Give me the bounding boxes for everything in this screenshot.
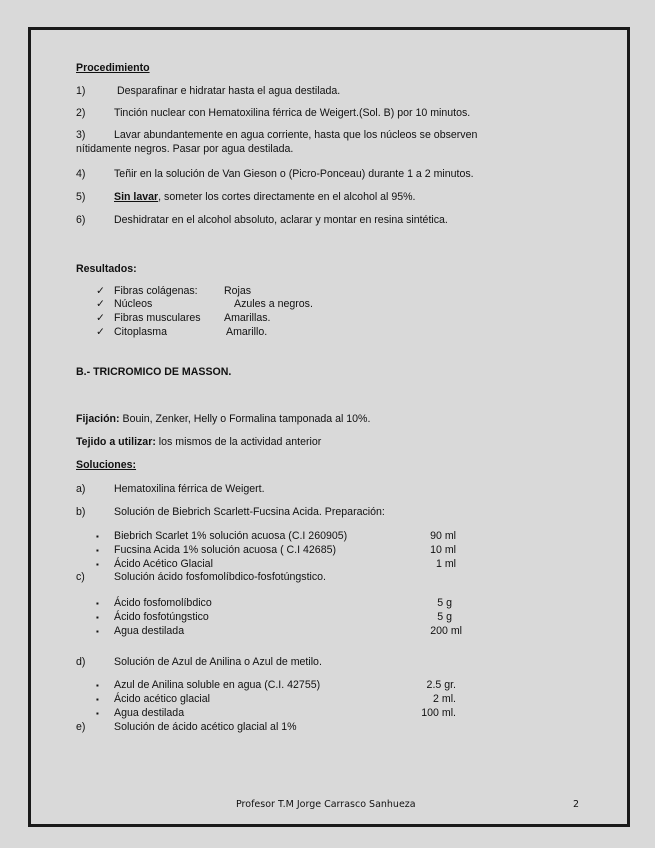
step-text: Teñir en la solución de Van Gieson o (Picro-Ponceau) durante 1 a 2 minutos. [114,168,474,180]
ingredient-row [96,558,456,571]
footer-author: Profesor T.M Jorge Carrasco Sanhueza [236,799,416,810]
solucion-e [76,721,546,734]
step-number: 6) [76,214,86,226]
ingredient-qty: 200 ml [430,625,462,637]
solucion-letter: b) [76,506,86,518]
solucion-text: Solución de Biebrich Scarlett-Fucsina Acida. Preparación: [114,506,385,518]
result-label: Fibras musculares [114,312,201,324]
tejido-line [76,436,321,449]
ingredient-qty: 5 g [437,597,452,609]
solucion-letter: c) [76,571,85,583]
solucion-text: Solución de ácido acético glacial al 1% [114,721,297,733]
ingredient-qty: 10 ml [430,544,456,556]
check-icon: ✓ [96,312,105,324]
solucion-c [76,571,546,584]
ingredient-qty: 5 g [437,611,452,623]
check-icon: ✓ [96,326,105,338]
ingredient-name: Azul de Anilina soluble en agua (C.I. 42755) [114,679,321,691]
bullet-icon: ▪ [96,627,99,636]
result-item [96,298,396,311]
ingredient-name: Ácido acético glacial [114,693,210,705]
result-item [96,312,396,325]
ingredient-row [96,530,456,543]
bullet-icon: ▪ [96,681,99,690]
result-value: Rojas [224,285,252,297]
result-value: Amarillas. [224,312,271,324]
bullet-icon: ▪ [96,560,99,569]
result-label: Citoplasma [114,326,167,338]
ingredient-name: Ácido fosfomolíbdico [114,597,212,609]
step-3-continuation: nítidamente negros. Pasar por agua destilada. [76,143,294,155]
step-text: Deshidratar en el alcohol absoluto, aclarar y montar en resina sintética. [114,214,448,226]
bullet-icon: ▪ [96,546,99,555]
result-item [96,285,396,298]
tejido-text: los mismos de la actividad anterior [155,436,322,448]
step-text: Desparafinar e hidratar hasta el agua destilada. [117,85,341,97]
bullet-icon: ▪ [96,599,99,608]
ingredient-qty: 2.5 gr. [426,679,456,691]
sin-lavar-emphasis: Sin lavar [114,191,159,203]
bullet-icon: ▪ [96,709,99,718]
step-text [114,191,416,204]
soluciones-title: Soluciones: [76,459,137,471]
result-value: Azules a negros. [234,298,313,310]
fijacion-label: Fijación: [76,413,120,425]
bullet-icon: ▪ [96,613,99,622]
ingredient-qty: 100 ml. [421,707,456,719]
fijacion-line [76,413,370,426]
ingredient-row [96,679,456,692]
ingredient-name: Ácido Acético Glacial [114,558,213,570]
step-number: 5) [76,191,86,203]
solucion-text: Solución de Azul de Anilina o Azul de metilo. [114,656,322,668]
solucion-letter: d) [76,656,86,668]
solucion-b [76,506,546,519]
step-4 [76,168,546,181]
step-text: Tinción nuclear con Hematoxilina férrica de Weigert.(Sol. B) por 10 minutos. [114,107,471,119]
solucion-text: Solución ácido fosfomolíbdico-fosfotúngstico. [114,571,326,583]
ingredient-row [96,597,458,610]
ingredient-qty: 90 ml [430,530,456,542]
masson-title: B.- TRICROMICO DE MASSON. [76,366,232,378]
step-text: Lavar abundantemente en agua corriente, hasta que los núcleos se observen [114,129,478,141]
result-label: Núcleos [114,298,153,310]
procedimiento-title: Procedimiento [76,62,150,74]
step-5 [76,191,546,204]
step-text-rest: , someter los cortes directamente en el alcohol al 95%. [158,191,416,203]
step-number: 2) [76,107,86,119]
result-label: Fibras colágenas: [114,285,198,297]
ingredient-qty: 2 ml. [433,693,456,705]
ingredient-row [96,611,458,624]
tejido-label: Tejido a utilizar: [76,436,156,448]
step-3 [76,129,546,142]
step-6 [76,214,546,227]
ingredient-name: Ácido fosfotúngstico [114,611,209,623]
step-1 [76,85,546,98]
step-number: 4) [76,168,86,180]
ingredient-row [96,707,456,720]
solucion-letter: a) [76,483,86,495]
check-icon: ✓ [96,298,105,310]
ingredient-name: Fucsina Acida 1% solución acuosa ( C.I 42685) [114,544,337,556]
step-number: 1) [76,85,86,97]
result-value: Amarillo. [226,326,268,338]
ingredient-name: Agua destilada [114,625,185,637]
solucion-text: Hematoxilina férrica de Weigert. [114,483,265,495]
solucion-a [76,483,546,496]
ingredient-row [96,693,456,706]
bullet-icon: ▪ [96,532,99,541]
result-item [96,326,396,339]
fijacion-text: Bouin, Zenker, Helly o Formalina tamponada al 10%. [119,413,371,425]
step-2 [76,107,546,120]
page-number: 2 [573,799,580,810]
resultados-title: Resultados: [76,263,137,275]
ingredient-name: Biebrich Scarlet 1% solución acuosa (C.I 260905) [114,530,348,542]
check-icon: ✓ [96,285,105,297]
ingredient-row [96,544,456,557]
solucion-letter: e) [76,721,86,733]
ingredient-row [96,625,462,638]
solucion-d [76,656,546,669]
step-number: 3) [76,129,86,141]
ingredient-qty: 1 ml [435,558,456,570]
ingredient-name: Agua destilada [114,707,185,719]
bullet-icon: ▪ [96,695,99,704]
